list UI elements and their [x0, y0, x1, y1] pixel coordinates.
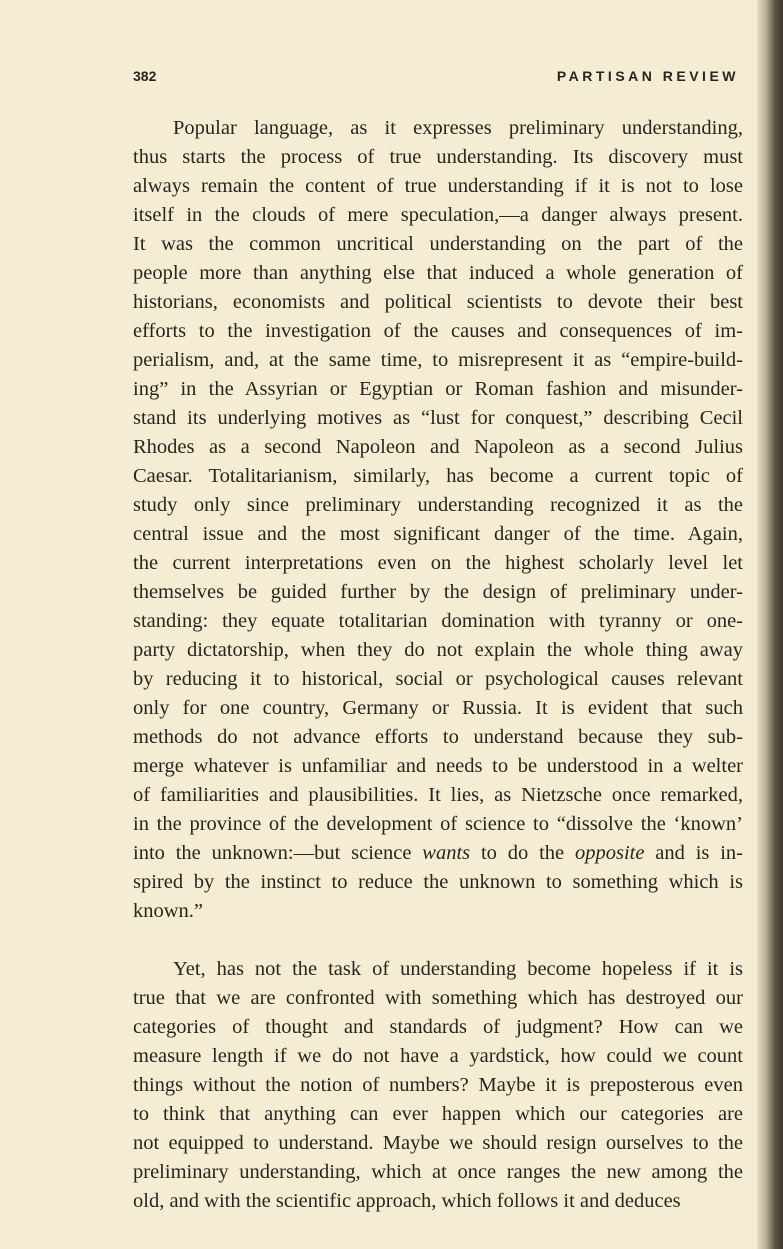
text-line: stand its underlying motives as “lust for conquest,” describing Cecil [133, 407, 743, 429]
text-line: thus starts the process of true understanding. Its discovery must [133, 146, 743, 168]
text-line: It was the common uncritical understanding on the part of the [133, 233, 743, 255]
text-line: in the province of the development of science to “dissolve the ‘known’ [133, 813, 743, 835]
text-line: to think that anything can ever happen which our categories are [133, 1103, 743, 1125]
text-line: things without the notion of numbers? Maybe it is preposterous even [133, 1074, 743, 1096]
page-number: 382 [133, 68, 157, 84]
text-line: preliminary understanding, which at once ranges the new among the [133, 1161, 743, 1183]
text-line: party dictatorship, when they do not explain the whole thing away [133, 639, 743, 661]
page-edge-shadow [757, 0, 783, 1249]
text-line: central issue and the most significant danger of the time. Again, [133, 523, 743, 545]
text-line: only for one country, Germany or Russia. It is evident that such [133, 697, 743, 719]
text-line: people more than anything else that induced a whole generation of [133, 262, 743, 284]
text-line: Yet, has not the task of understanding become hopeless if it is [173, 958, 743, 980]
text-line: spired by the instinct to reduce the unknown to something which is [133, 871, 743, 893]
italic-word: opposite [574, 842, 645, 864]
text-line: ing” in the Assyrian or Egyptian or Roman fashion and misunder- [133, 378, 743, 400]
text-line: not equipped to understand. Maybe we should resign ourselves to the [133, 1132, 743, 1154]
text-line: efforts to the investigation of the causes and consequences of im- [133, 320, 743, 342]
text-line: study only since preliminary understanding recognized it as the [133, 494, 743, 516]
text-line: of familiarities and plausibilities. It lies, as Nietzsche once remarked, [133, 784, 743, 806]
text-line: old, and with the scientific approach, which follows it and deduces [133, 1190, 681, 1212]
text-line: the current interpretations even on the highest scholarly level let [133, 552, 743, 574]
text-line: true that we are confronted with something which has destroyed our [133, 987, 743, 1009]
text-line: always remain the content of true understanding if it is not to lose [133, 175, 743, 197]
text-line: themselves be guided further by the design of preliminary under- [133, 581, 743, 603]
paragraph-2 [133, 955, 743, 1216]
text-line: standing: they equate totalitarian domination with tyranny or one- [133, 610, 743, 632]
text-line [133, 839, 743, 868]
text-segment: into the unknown:—but science [133, 842, 423, 864]
text-line: merge whatever is unfamiliar and needs to be understood in a welter [133, 755, 743, 777]
text-line: historians, economists and political scientists to devote their best [133, 291, 743, 313]
text-line: categories of thought and standards of judgment? How can we [133, 1016, 743, 1038]
page-header [133, 68, 739, 88]
italic-word: wants [422, 842, 471, 864]
text-line: measure length if we do not have a yardstick, how could we count [133, 1045, 743, 1067]
paragraph-1 [133, 114, 743, 926]
text-segment: and is in- [644, 842, 743, 864]
text-line: itself in the clouds of mere speculation,—a danger always present. [133, 204, 743, 226]
text-line: Caesar. Totalitarianism, similarly, has become a current topic of [133, 465, 743, 487]
text-segment: to do the [470, 842, 575, 864]
text-line: Popular language, as it expresses preliminary understanding, [173, 117, 743, 139]
text-line: known.” [133, 900, 204, 922]
text-line: perialism, and, at the same time, to misrepresent it as “empire-build- [133, 349, 743, 371]
text-line: methods do not advance efforts to understand because they sub- [133, 726, 743, 748]
text-line: by reducing it to historical, social or psychological causes relevant [133, 668, 743, 690]
running-title: PARTISAN REVIEW [556, 68, 739, 84]
text-line: Rhodes as a second Napoleon and Napoleon as a second Julius [133, 436, 743, 458]
